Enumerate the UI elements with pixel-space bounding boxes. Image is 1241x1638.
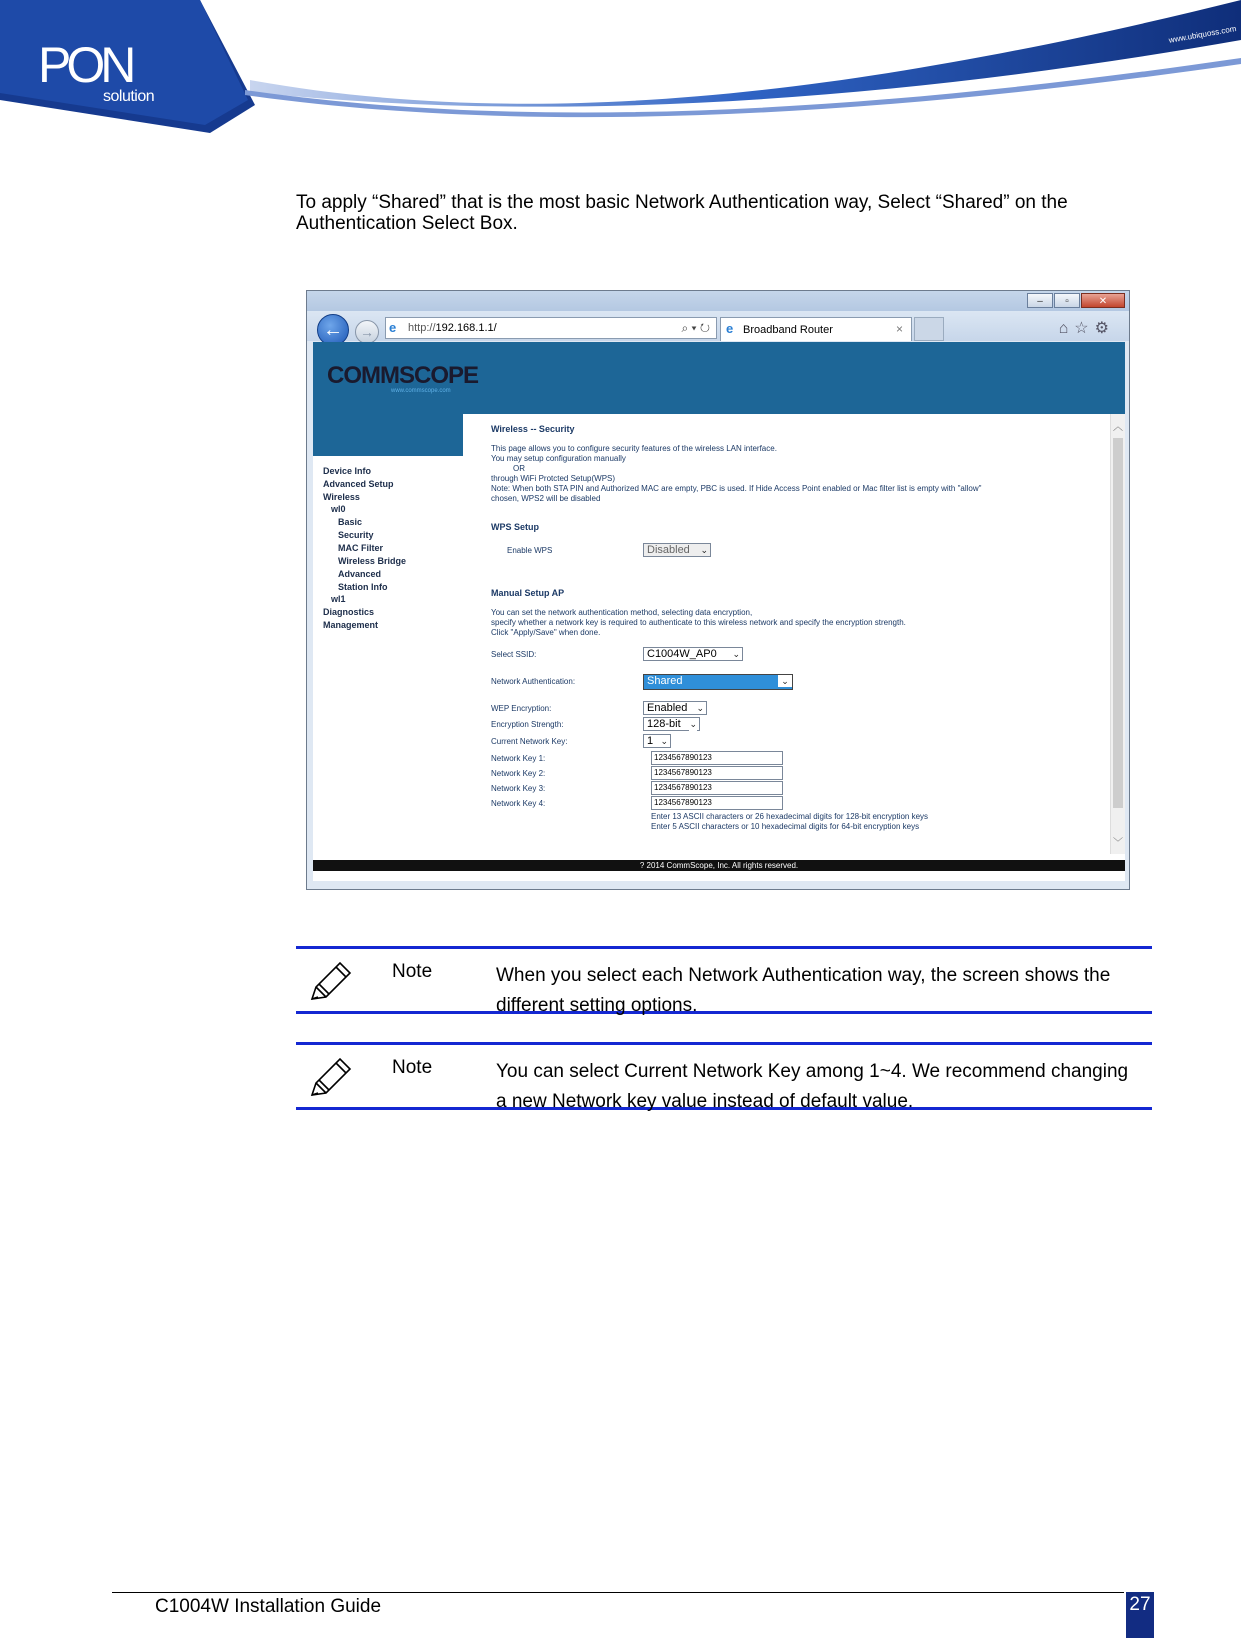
network-key-1-input[interactable]: 1234567890123 [651,751,783,765]
browser-screenshot [306,290,1130,890]
enable-wps-value: Disabled [647,544,690,556]
manual-heading: Manual Setup AP [491,588,565,598]
network-key-3-input[interactable]: 1234567890123 [651,781,783,795]
nav-diagnostics[interactable]: Diagnostics [323,607,375,617]
scroll-thumb[interactable] [1113,438,1123,808]
intro-paragraph: To apply “Shared” that is the most basic Network Authentication way, Select “Shared” on the Authentication Select Box. [296,192,1068,234]
window-titlebar [307,291,1129,311]
page-title: Wireless -- Security [491,424,575,434]
page-scrollbar[interactable] [1110,414,1125,854]
chevron-down-icon: ⌄ [700,545,708,555]
enable-wps-select[interactable] [643,543,711,557]
scroll-up-icon[interactable]: ︿ [1113,422,1123,433]
ssid-value: C1004W_AP0 [647,648,717,660]
ssid-label: Select SSID: [491,650,537,659]
nav-station-info[interactable]: Station Info [338,582,388,592]
back-icon[interactable]: ← [317,314,349,346]
strength-select[interactable] [643,717,700,731]
address-bar[interactable] [385,317,717,339]
manual-desc-line: Click "Apply/Save" when done. [491,628,601,637]
page-number: 27 [1126,1592,1154,1638]
nav-wireless-bridge[interactable]: Wireless Bridge [338,556,406,566]
window-bottom-border [307,881,1129,890]
wep-select[interactable] [643,701,707,715]
header-banner [0,0,1241,140]
manual-desc-line: You can set the network authentication method, selecting data encryption, [491,608,753,617]
new-tab-button[interactable] [914,317,944,341]
network-key-4-input[interactable]: 1234567890123 [651,796,783,810]
logo-main: PON [38,37,132,93]
nav-advanced-setup[interactable]: Advanced Setup [323,479,394,489]
nav-basic[interactable]: Basic [338,517,363,527]
footer-doc-title: C1004W Installation Guide [155,1596,382,1617]
router-logo-area [313,342,479,456]
tab-close-icon[interactable]: × [895,322,903,336]
wep-value: Enabled [647,702,688,714]
network-key-2-input[interactable]: 1234567890123 [651,766,783,780]
pencil-icon [306,959,354,1007]
desc-line: through WiFi Protcted Setup(WPS) [491,474,616,483]
ie-icon: e [389,320,397,335]
current-key-label: Current Network Key: [491,737,568,746]
current-key-value: 1 [647,735,654,747]
note-box [296,1042,1152,1110]
search-refresh-icon[interactable]: ⌕ ▾ ↻ [681,321,710,335]
site-url: www.ubiquoss.com [1168,24,1238,45]
chevron-down-icon: ⌄ [732,649,740,659]
router-footer: ? 2014 CommScope, Inc. All rights reserved. [313,860,1125,871]
manual-desc-line: specify whether a network key is required to authenticate to this wireless network and specify the encryption strength. [491,618,906,627]
router-page [313,342,1125,882]
desc-line: chosen, WPS2 will be disabled [491,494,601,503]
auth-value: Shared [647,675,683,687]
url-host: 192.168.1.1/ [435,322,497,334]
tab-title: Broadband Router [743,324,833,336]
nav-wl0[interactable]: wl0 [331,504,346,514]
auth-label: Network Authentication: [491,677,576,686]
current-key-select[interactable] [643,734,671,748]
chevron-down-icon: ⌄ [778,675,792,687]
logo-sub: solution [103,88,155,105]
nav-advanced[interactable]: Advanced [338,569,382,579]
key-hint: Enter 5 ASCII characters or 10 hexadecimal digits for 64-bit encryption keys [651,822,920,831]
key-label: Network Key 3: [491,784,546,793]
strength-label: Encryption Strength: [491,720,564,729]
security-content [463,414,1093,854]
commscope-url: www.commscope.com [391,388,451,394]
pencil-icon [306,1055,354,1103]
nav-mac-filter[interactable]: MAC Filter [338,543,383,553]
footer-rule [112,1592,1124,1593]
commscope-logo: COMMSCOPE [327,362,479,389]
nav-security[interactable]: Security [338,530,374,540]
nav-device-info[interactable]: Device Info [323,466,372,476]
key-label: Network Key 4: [491,799,546,808]
note-box [296,946,1152,1014]
key-hint: Enter 13 ASCII characters or 26 hexadecimal digits for 128-bit encryption keys [651,812,929,821]
browser-navbar [307,311,1129,341]
chevron-down-icon: ⌄ [689,719,697,729]
chevron-down-icon: ⌄ [696,703,704,713]
key-label: Network Key 2: [491,769,546,778]
enable-wps-label: Enable WPS [507,546,553,555]
nav-wl1[interactable]: wl1 [331,594,346,604]
browser-tab[interactable] [720,317,912,341]
chevron-down-icon: ⌄ [660,736,668,746]
note-text: When you select each Network Authentication way, the screen shows the different setting options. [496,965,1111,1016]
key-label: Network Key 1: [491,754,546,763]
maximize-button[interactable]: ▫ [1054,293,1080,308]
wps-heading: WPS Setup [491,522,540,532]
ie-icon: e [726,321,734,336]
home-star-gear-icons[interactable]: ⌂☆⚙ [1058,320,1115,337]
desc-line: Note: When both STA PIN and Authorized MAC are empty, PBC is used. If Hide Access Point enabled or Mac filter list is empty with "allow" [491,484,982,493]
url-prefix: http:// [408,322,436,334]
note-text: You can select Current Network Key among 1~4. We recommend changing a new Network key value instead of default value. [496,1061,1129,1112]
nav-management[interactable]: Management [323,620,379,630]
strength-value: 128-bit [647,718,681,730]
note-label: Note [392,1057,433,1078]
desc-line: This page allows you to configure security features of the wireless LAN interface. [491,444,777,453]
close-window-button[interactable]: ✕ [1081,293,1125,308]
ssid-select[interactable] [643,647,743,661]
minimize-button[interactable]: – [1027,293,1053,308]
network-authentication-select[interactable] [643,674,793,690]
scroll-down-icon[interactable]: ﹀ [1113,838,1123,849]
wep-label: WEP Encryption: [491,704,552,713]
note-label: Note [392,961,433,982]
desc-line: OR [513,464,525,473]
forward-icon[interactable]: → [355,320,379,344]
nav-wireless[interactable]: Wireless [323,492,360,502]
router-sidebar [313,456,463,882]
desc-line: You may setup configuration manually [491,454,626,463]
